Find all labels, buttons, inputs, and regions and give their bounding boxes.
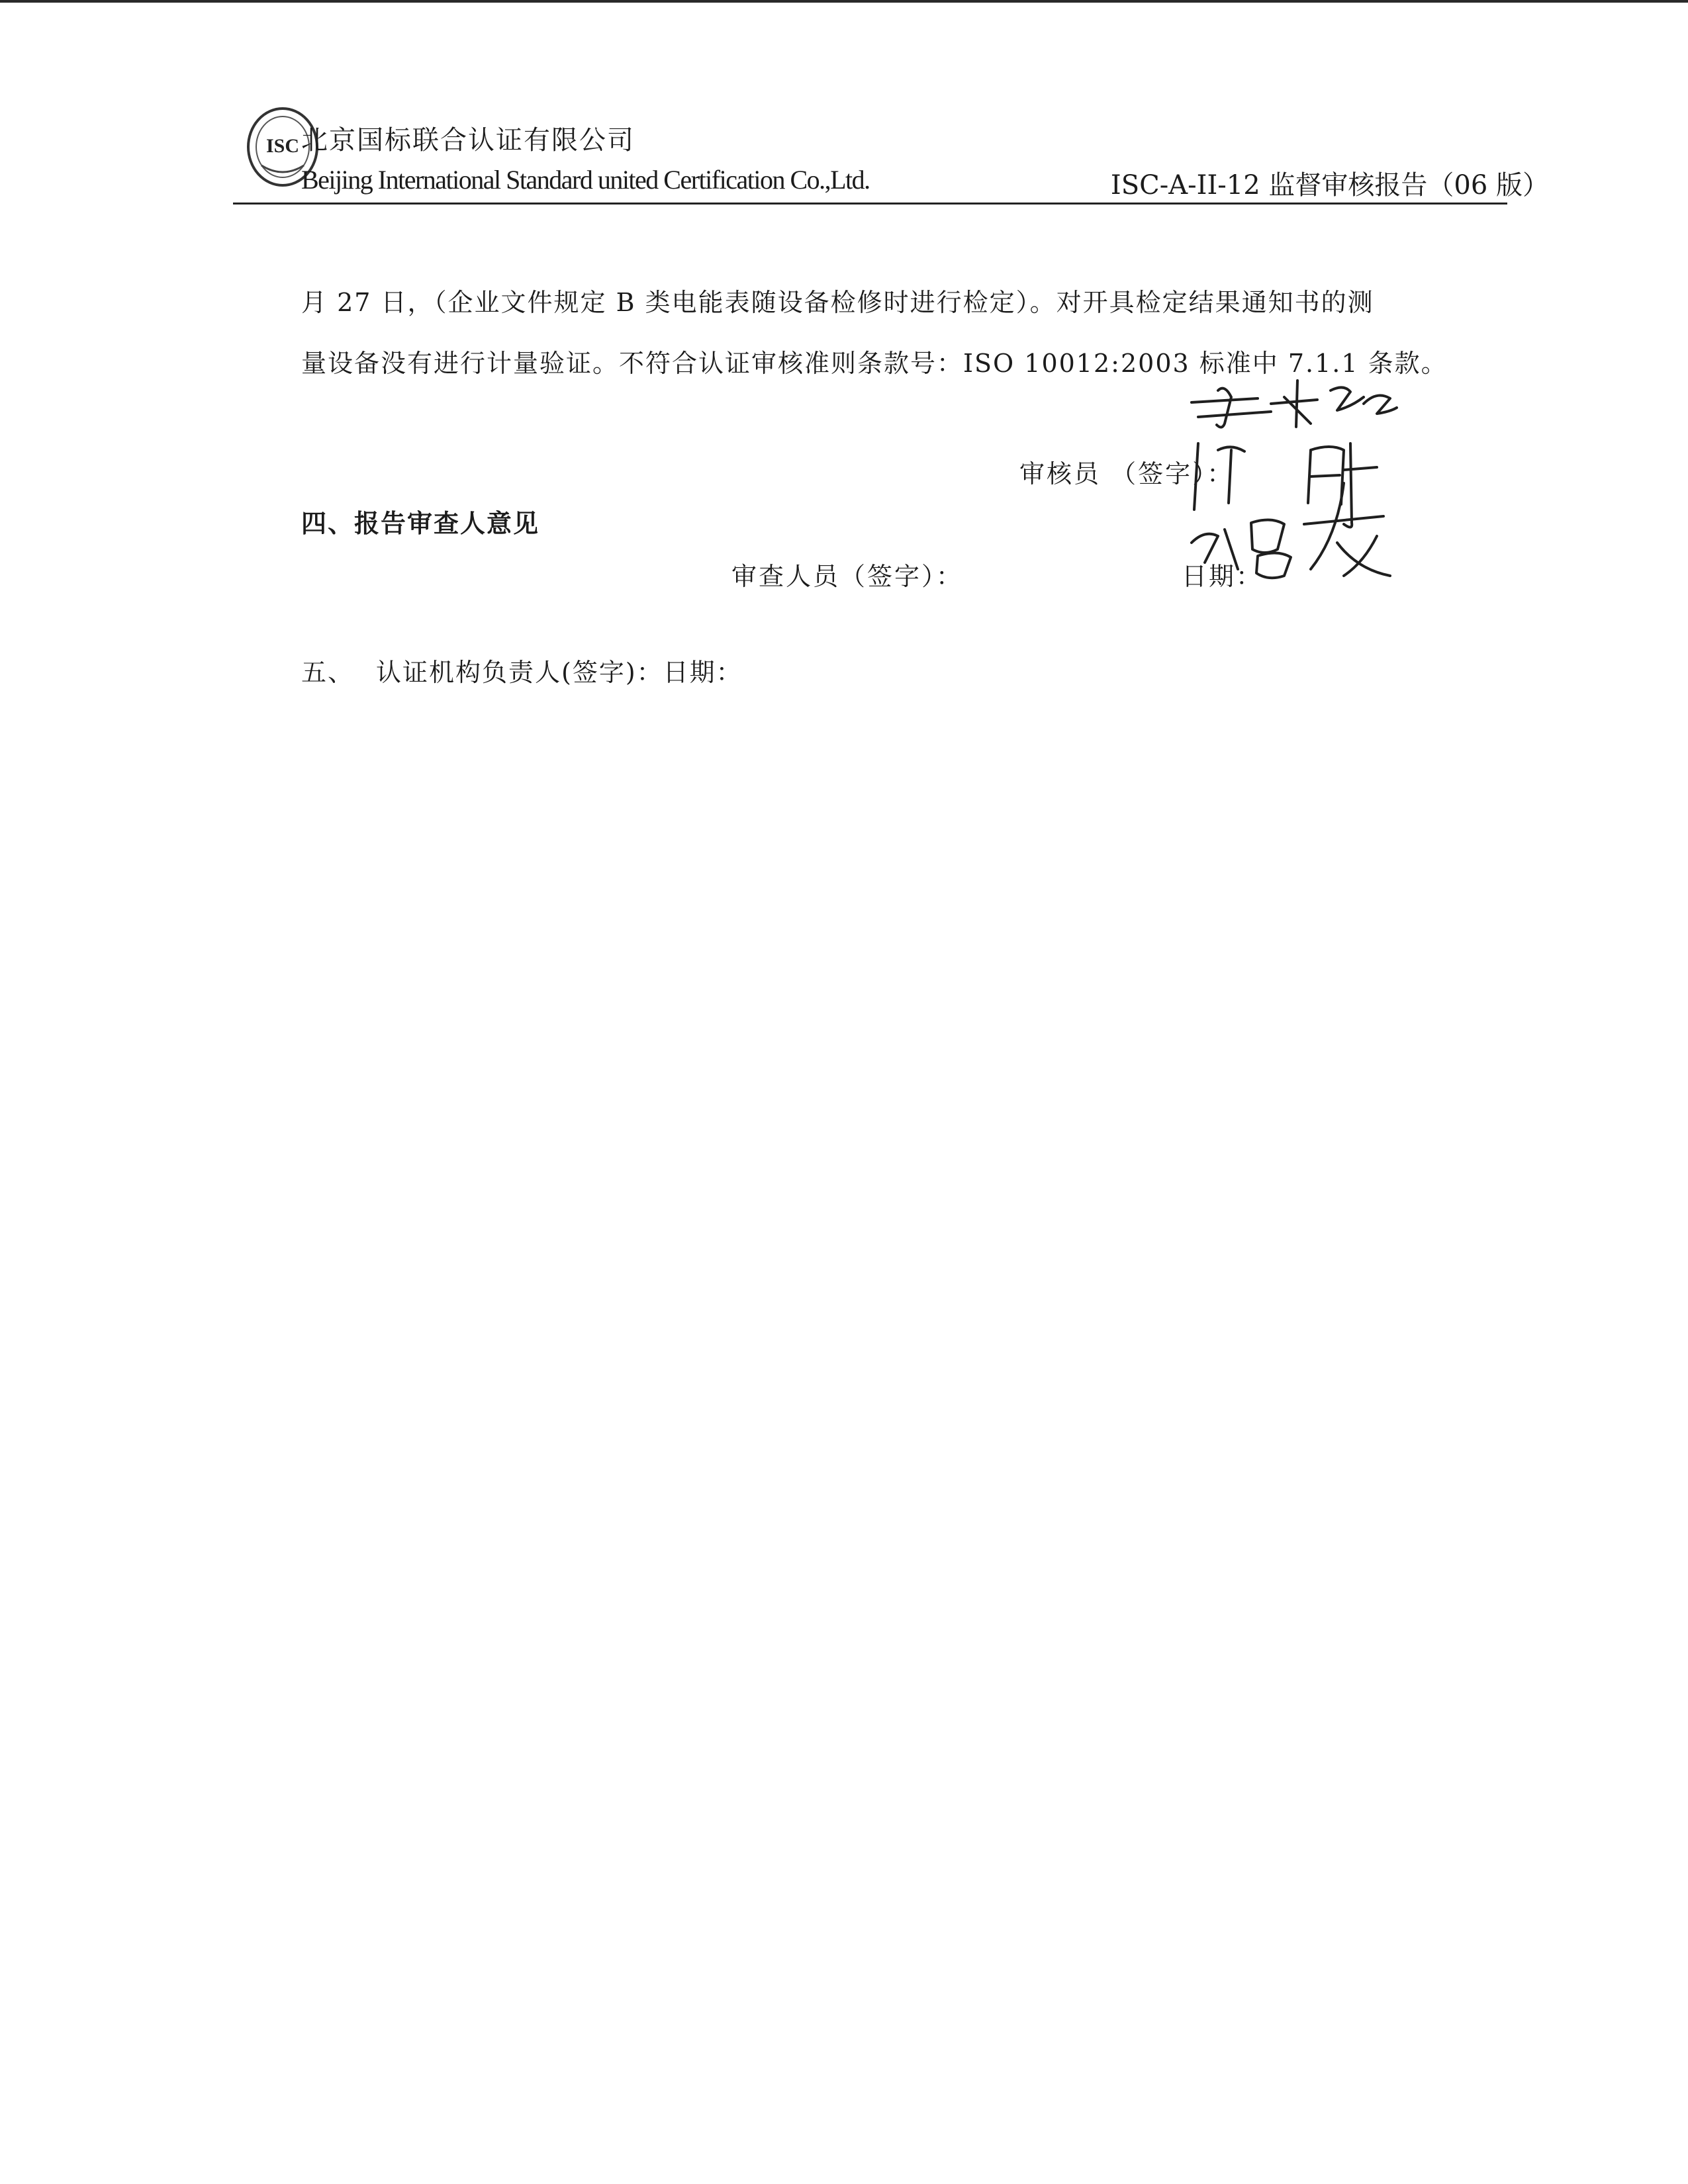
section-5-text: 认证机构负责人(签字)：日期： — [376, 658, 743, 687]
signature-1 — [1192, 381, 1397, 428]
signature-2 — [1194, 443, 1377, 527]
handwritten-signatures — [1178, 351, 1496, 589]
logo-text: ISC — [265, 135, 300, 157]
signatures-drawing — [1178, 351, 1496, 589]
auditor-signature-label: 审核员 （签字）： — [1019, 459, 1235, 488]
document-code: ISC-A-II-12 监督审核报告（06 版） — [1110, 170, 1549, 201]
company-name-en: Beijing International Standard united Certification Co.,Ltd. — [301, 165, 870, 195]
finding-text-line-2: 量设备没有进行计量验证。不符合认证审核准则条款号：ISO 10012:2003 标准中 7.1.1 条款。 — [301, 349, 1448, 378]
reviewer-date-label: 日期： — [1182, 562, 1264, 591]
company-name-cn: 北京国标联合认证有限公司 — [301, 125, 635, 156]
section-4-title: 四、报告审查人意见 — [301, 508, 540, 538]
signature-3 — [1192, 483, 1390, 578]
reviewer-signature-label: 审查人员（签字）： — [731, 562, 964, 591]
finding-text-line-1: 月 27 日，（企业文件规定 B 类电能表随设备检修时进行检定）。对开具检定结果通知书的测 — [301, 288, 1374, 317]
document-header — [0, 0, 1688, 218]
header-divider — [233, 203, 1507, 205]
section-5-number: 五、 — [301, 658, 355, 687]
